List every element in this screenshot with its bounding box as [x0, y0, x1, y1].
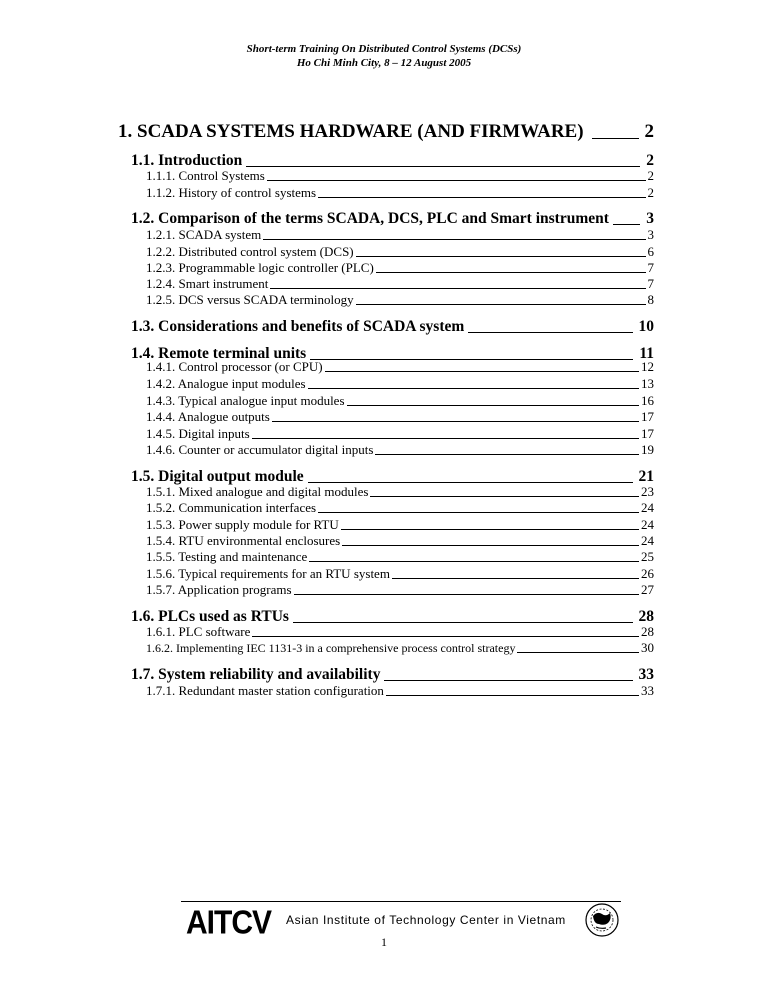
aitcv-logo: AITCV — [186, 905, 271, 942]
toc-entry-title: 1.1. Introduction — [131, 152, 243, 169]
toc-entry-title: 1.2.2. Distributed control system (DCS) — [146, 244, 354, 259]
footer-institute: Asian Institute of Technology Center in Vietnam — [286, 913, 566, 927]
toc-entry-title: 1.6.2. Implementing IEC 1131-3 in a comprehensive process control strategy — [146, 641, 516, 655]
toc-entry-page: 28 — [641, 624, 654, 639]
toc-entry-level-3[interactable] — [146, 582, 654, 598]
toc-leader-line — [308, 388, 639, 389]
toc-leader-line — [386, 695, 639, 696]
toc-entry-level-3[interactable] — [146, 185, 654, 201]
header-location-date: Ho Chi Minh City, 8 – 12 August 2005 — [296, 57, 472, 69]
toc-leader-line — [384, 680, 632, 681]
toc-entry-title: 1.7. System reliability and availability — [131, 666, 381, 683]
toc-entry-page: 2 — [644, 121, 654, 142]
toc-entry-page: 3 — [646, 210, 654, 227]
toc-leader-line — [263, 239, 645, 240]
globe-emblem-icon — [584, 902, 620, 938]
toc-entry-level-3[interactable] — [146, 426, 654, 442]
toc-leader-line — [341, 529, 639, 530]
toc-leader-line — [272, 421, 639, 422]
toc-leader-line — [613, 224, 640, 225]
toc-entry-page: 26 — [641, 566, 654, 581]
toc-leader-line — [370, 496, 639, 497]
toc-entry-title: 1.6.1. PLC software — [146, 624, 251, 639]
toc-entry-level-2[interactable] — [131, 664, 654, 684]
toc-entry-page: 19 — [641, 442, 654, 457]
toc-entry-title: 1.5.4. RTU environmental enclosures — [146, 533, 341, 548]
toc-leader-line — [318, 512, 639, 513]
toc-leader-line — [517, 652, 639, 653]
toc-entry-title: 1.2.3. Programmable logic controller (PLC) — [146, 260, 374, 275]
toc-entry-level-3[interactable] — [146, 409, 654, 425]
toc-entry-page: 13 — [641, 376, 654, 391]
toc-entry-title: 1.4.4. Analogue outputs — [146, 409, 270, 424]
toc-entry-level-2[interactable] — [131, 606, 654, 626]
toc-entry-page: 33 — [638, 666, 654, 683]
toc-leader-line — [376, 272, 646, 273]
toc-entry-level-3[interactable] — [146, 292, 654, 308]
toc-entry-title: 1.1.2. History of control systems — [146, 185, 317, 200]
toc-entry-title: 1.5.3. Power supply module for RTU — [146, 517, 339, 532]
toc-entry-title: 1.7.1. Redundant master station configuration — [146, 683, 384, 698]
toc-entry-level-3[interactable] — [146, 517, 654, 533]
toc-entry-level-3[interactable] — [146, 442, 654, 458]
page-number: 1 — [381, 935, 387, 949]
toc-entry-page: 28 — [638, 608, 654, 625]
toc-entry-page: 16 — [641, 393, 654, 408]
toc-entry-level-3[interactable] — [146, 683, 654, 699]
toc-entry-level-2[interactable] — [131, 466, 654, 486]
toc-entry-page: 23 — [641, 484, 654, 499]
toc-entry-title: 1.5.1. Mixed analogue and digital modules — [146, 484, 369, 499]
toc-entry-page: 30 — [641, 640, 654, 655]
toc-entry-title: 1.4.6. Counter or accumulator digital inputs — [146, 442, 374, 457]
toc-entry-title: 1.1.1. Control Systems — [146, 168, 265, 183]
toc-entry-title: 1.5.6. Typical requirements for an RTU system — [146, 566, 390, 581]
toc-entry-title: 1.5.7. Application programs — [146, 582, 292, 597]
toc-entry-page: 24 — [641, 517, 654, 532]
toc-entry-title: 1.6. PLCs used as RTUs — [131, 608, 289, 625]
toc-entry-page: 27 — [641, 582, 654, 597]
toc-entry-level-3[interactable] — [146, 168, 654, 184]
toc-leader-line — [308, 482, 633, 483]
toc-entry-title: 1.4.1. Control processor (or CPU) — [146, 359, 323, 374]
toc-entry-title: 1.3. Considerations and benefits of SCADA system — [131, 318, 465, 335]
toc-entry-level-3[interactable] — [146, 640, 654, 656]
toc-entry-level-3[interactable] — [146, 500, 654, 516]
toc-entry-level-3[interactable] — [146, 260, 654, 276]
toc-entry-page: 11 — [639, 345, 654, 362]
toc-entry-page: 3 — [647, 227, 654, 242]
toc-leader-line — [252, 636, 639, 637]
toc-entry-title: 1.2. Comparison of the terms SCADA, DCS, PLC and Smart instrument — [131, 210, 609, 227]
toc-entry-title: 1.4.5. Digital inputs — [146, 426, 250, 441]
toc-entry-title: 1.5.5. Testing and maintenance — [146, 549, 308, 564]
toc-entry-level-3[interactable] — [146, 566, 654, 582]
toc-entry-title: 1.2.1. SCADA system — [146, 227, 262, 242]
toc-entry-level-3[interactable] — [146, 227, 654, 243]
toc-leader-line — [342, 545, 639, 546]
toc-entry-page: 7 — [647, 276, 654, 291]
toc-entry-level-2[interactable] — [131, 208, 654, 228]
toc-entry-page: 8 — [647, 292, 654, 307]
toc-entry-title: 1.5. Digital output module — [131, 468, 304, 485]
toc-leader-line — [270, 288, 645, 289]
toc-entry-level-3[interactable] — [146, 376, 654, 392]
toc-entry-title: 1.2.4. Smart instrument — [146, 276, 269, 291]
toc-entry-level-3[interactable] — [146, 393, 654, 409]
toc-entry-page: 25 — [641, 549, 654, 564]
toc-entry-page: 10 — [638, 318, 654, 335]
toc-entry-page: 2 — [647, 168, 654, 183]
toc-leader-line — [293, 622, 633, 623]
toc-entry-page: 2 — [646, 152, 654, 169]
toc-entry-page: 17 — [641, 409, 654, 424]
toc-entry-page: 24 — [641, 500, 654, 515]
toc-entry-title: 1. SCADA SYSTEMS HARDWARE (AND FIRMWARE) — [118, 121, 584, 142]
toc-leader-line — [325, 371, 639, 372]
toc-leader-line — [468, 332, 632, 333]
toc-entry-page: 6 — [647, 244, 654, 259]
toc-leader-line — [294, 594, 639, 595]
toc-leader-line — [347, 405, 639, 406]
toc-leader-line — [356, 304, 646, 305]
toc-leader-line — [592, 138, 639, 139]
toc-leader-line — [252, 438, 639, 439]
toc-entry-page: 7 — [647, 260, 654, 275]
toc-entry-title: 1.4.3. Typical analogue input modules — [146, 393, 345, 408]
toc-entry-title: 1.2.5. DCS versus SCADA terminology — [146, 292, 354, 307]
toc-entry-level-3[interactable] — [146, 624, 654, 640]
toc-entry-level-2[interactable] — [131, 316, 654, 336]
toc-entry-level-2[interactable] — [131, 150, 654, 170]
toc-entry-page: 33 — [641, 683, 654, 698]
toc-entry-level-3[interactable] — [146, 244, 654, 260]
toc-entry-page: 2 — [647, 185, 654, 200]
toc-leader-line — [246, 166, 640, 167]
toc-entry-level-1[interactable] — [118, 119, 654, 143]
toc-entry-title: 1.4.2. Analogue input modules — [146, 376, 306, 391]
toc-leader-line — [309, 561, 639, 562]
toc-leader-line — [392, 578, 639, 579]
toc-leader-line — [318, 197, 645, 198]
toc-entry-page: 21 — [638, 468, 654, 485]
toc-entry-level-3[interactable] — [146, 359, 654, 375]
toc-entry-level-3[interactable] — [146, 549, 654, 565]
footer-divider — [181, 901, 621, 902]
toc-entry-page: 17 — [641, 426, 654, 441]
header-title: Short-term Training On Distributed Control Systems (DCSs) — [246, 43, 522, 55]
page-header — [0, 42, 768, 70]
toc-leader-line — [356, 256, 646, 257]
toc-entry-page: 24 — [641, 533, 654, 548]
toc-entry-title: 1.4. Remote terminal units — [131, 345, 307, 362]
toc-entry-level-3[interactable] — [146, 484, 654, 500]
toc-entry-level-3[interactable] — [146, 276, 654, 292]
toc-entry-page: 12 — [641, 359, 654, 374]
toc-leader-line — [267, 180, 646, 181]
toc-entry-title: 1.5.2. Communication interfaces — [146, 500, 317, 515]
toc-entry-level-3[interactable] — [146, 533, 654, 549]
toc-leader-line — [375, 454, 639, 455]
